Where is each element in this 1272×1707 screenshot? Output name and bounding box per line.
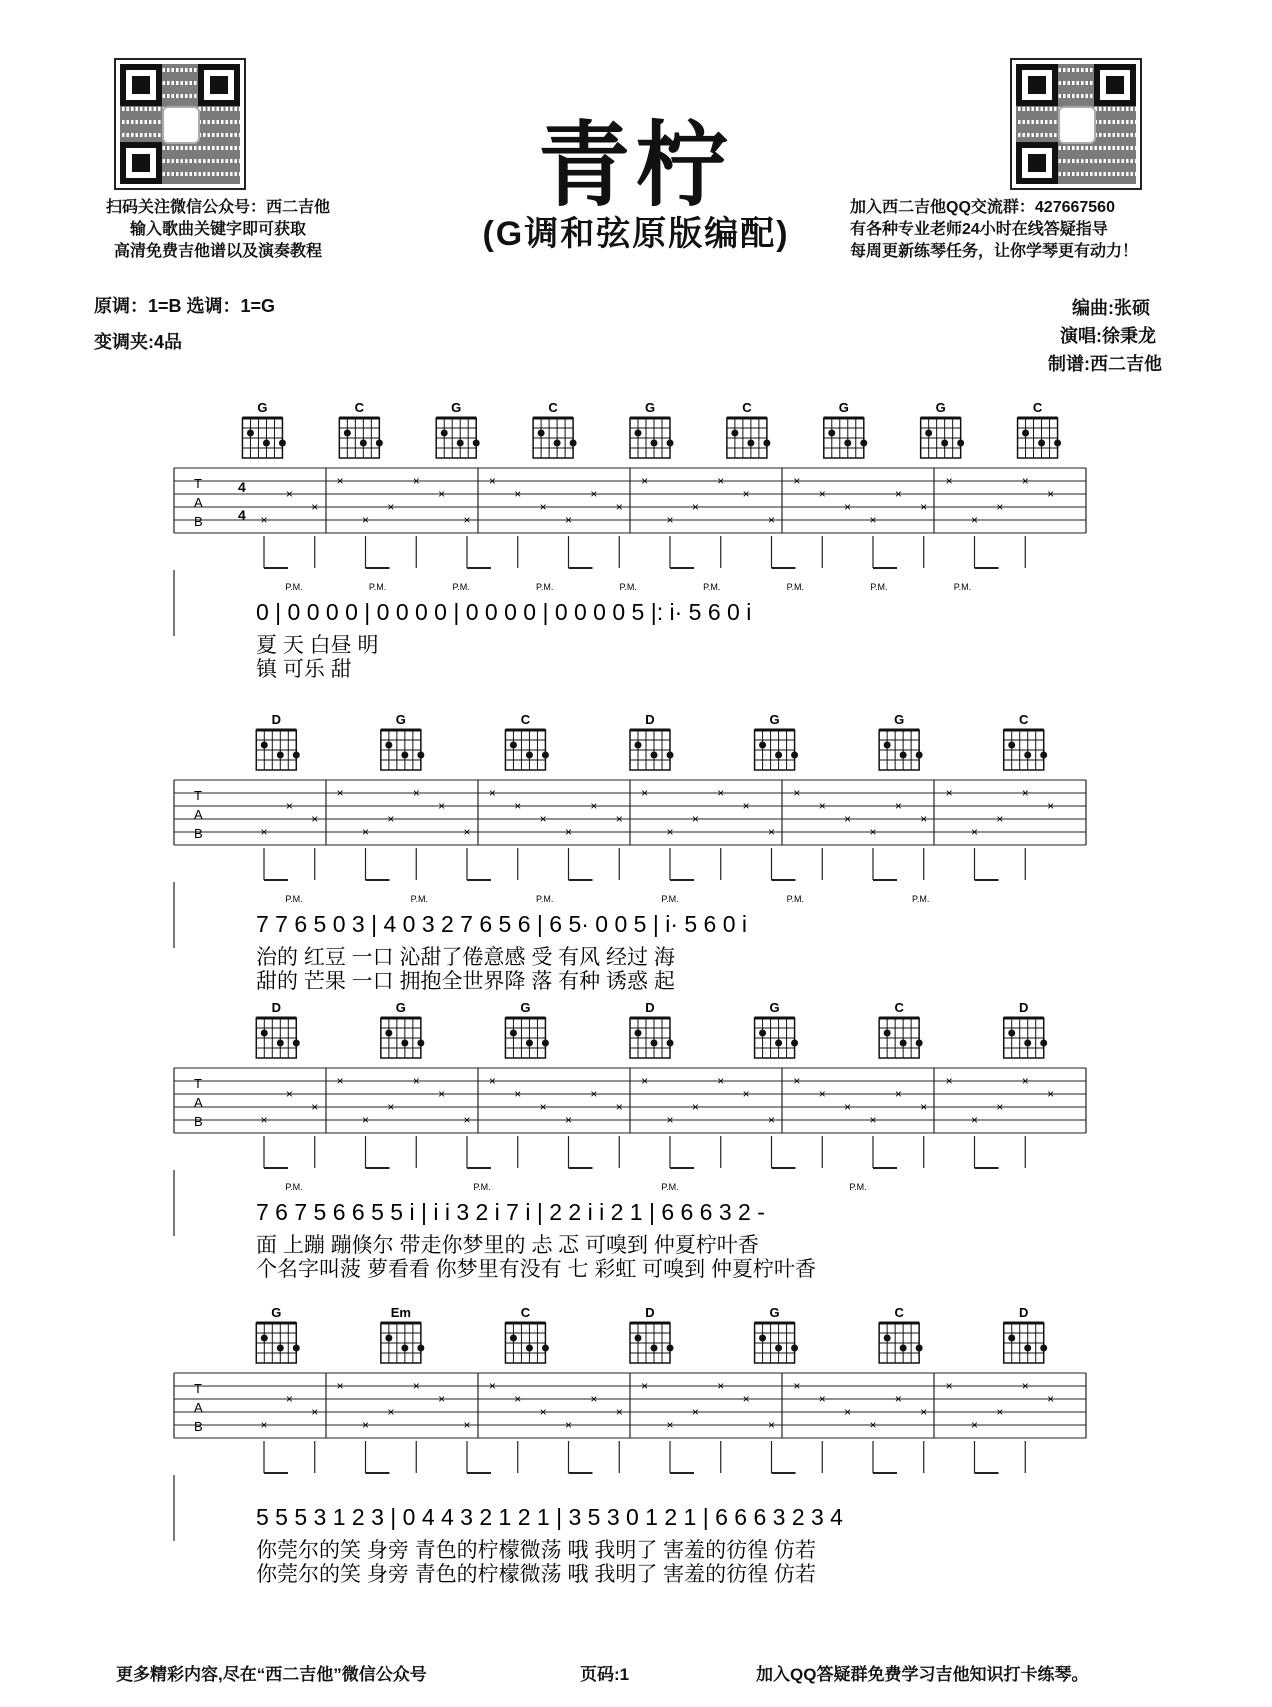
svg-text:×: × (1047, 799, 1055, 813)
chord-name: G (935, 400, 946, 415)
svg-text:×: × (666, 1113, 674, 1127)
svg-text:×: × (641, 474, 649, 488)
pm-mark: P.M. (786, 894, 805, 904)
svg-text:×: × (894, 487, 902, 501)
svg-text:×: × (970, 513, 979, 527)
qq-group-note: 加入西二吉他QQ交流群：427667560 有各种专业老师24小时在线答疑指导 每周更新练琴任务，让你学琴更有动力！ (850, 199, 1139, 260)
wechat-note: 扫码关注微信公众号：西二吉他 输入歌曲关键字即可获取 高清免费吉他谱以及演奏教程 (105, 199, 330, 260)
chord-diagram-D (1004, 1000, 1047, 1058)
svg-text:×: × (539, 1100, 547, 1114)
chord-name: D (645, 1000, 655, 1015)
svg-text:4: 4 (238, 479, 246, 495)
svg-text:×: × (793, 1074, 801, 1088)
chord-diagram-D (256, 712, 300, 770)
chord-diagram-D (630, 1305, 674, 1363)
svg-text:×: × (666, 1418, 674, 1432)
svg-text:×: × (1021, 786, 1029, 800)
pm-mark: P.M. (285, 582, 303, 592)
svg-text:×: × (844, 812, 852, 826)
svg-text:×: × (970, 1113, 979, 1127)
pm-mark: P.M. (911, 894, 930, 904)
svg-text:×: × (463, 513, 471, 527)
chord-diagram-C (1004, 712, 1047, 770)
svg-text:×: × (818, 487, 826, 501)
pm-mark: P.M. (703, 582, 721, 592)
svg-text:×: × (361, 1418, 370, 1432)
svg-text:×: × (336, 474, 344, 488)
chord-name: G (257, 400, 268, 415)
svg-text:×: × (412, 1074, 420, 1088)
svg-text:×: × (387, 1100, 395, 1114)
system-1 (0, 400, 1272, 700)
key-info: 原调：1=B 选调：1=G (94, 296, 276, 316)
svg-text:×: × (488, 1379, 496, 1393)
chord-diagram-C (727, 400, 771, 458)
svg-text:×: × (615, 1405, 623, 1419)
chord-name: G (769, 1305, 780, 1320)
svg-text:B: B (194, 514, 203, 529)
svg-text:×: × (742, 487, 750, 501)
svg-text:×: × (894, 799, 902, 813)
chord-name: D (1019, 1305, 1029, 1320)
svg-text:×: × (463, 1113, 471, 1127)
chord-diagram-G (755, 1305, 799, 1363)
svg-text:×: × (1021, 1074, 1029, 1088)
svg-text:T: T (194, 1076, 202, 1091)
svg-text:×: × (717, 474, 725, 488)
svg-text:×: × (514, 487, 522, 501)
svg-text:×: × (920, 1100, 928, 1114)
svg-text:×: × (920, 812, 928, 826)
svg-text:×: × (717, 1074, 725, 1088)
svg-text:×: × (742, 799, 750, 813)
svg-text:×: × (387, 812, 395, 826)
chord-name: C (548, 400, 558, 415)
svg-text:T: T (194, 1381, 202, 1396)
svg-text:×: × (260, 825, 268, 839)
svg-text:×: × (590, 1392, 598, 1406)
pm-mark: P.M. (452, 582, 470, 592)
svg-text:×: × (869, 1113, 877, 1127)
svg-text:×: × (970, 1418, 979, 1432)
jianpu-notation: 7 7 6 5 0 3 | 4 0 3 2 7 6 5 6 | 6 5· 0 0 5 | i· 5 6 0 i (256, 911, 748, 937)
svg-text:×: × (742, 1392, 750, 1406)
chord-diagram-D (630, 712, 674, 770)
chord-name: C (894, 1000, 904, 1015)
svg-text:×: × (844, 1100, 852, 1114)
svg-text:×: × (514, 1087, 522, 1101)
svg-text:B: B (194, 1114, 203, 1129)
chord-name: C (354, 400, 365, 415)
chord-diagram-G (630, 400, 674, 458)
lyrics-verse-1: 治的 红豆 一口 沁甜了倦意感 受 有风 经过 海 (256, 946, 675, 969)
svg-text:×: × (945, 474, 953, 488)
svg-text:×: × (869, 1418, 877, 1432)
svg-text:B: B (194, 1419, 203, 1434)
svg-text:×: × (996, 1405, 1004, 1419)
svg-text:×: × (412, 1379, 420, 1393)
svg-text:×: × (590, 1087, 598, 1101)
svg-text:×: × (463, 825, 471, 839)
svg-text:4: 4 (238, 507, 246, 523)
lyrics-verse-1: 你莞尔的笑 身旁 青色的柠檬微荡 哦 我明了 害羞的彷徨 仿若 (256, 1539, 817, 1562)
chord-name: G (644, 400, 656, 415)
svg-text:T: T (194, 476, 202, 491)
svg-text:A: A (194, 807, 203, 822)
chord-name: D (645, 712, 655, 727)
svg-text:×: × (590, 487, 598, 501)
chord-name: D (271, 712, 281, 727)
svg-text:×: × (539, 1405, 547, 1419)
chord-name: D (271, 1000, 281, 1015)
svg-text:×: × (564, 513, 573, 527)
song-subtitle: (G调和弦原版编配) (482, 215, 790, 253)
svg-text:×: × (615, 500, 623, 514)
svg-text:×: × (564, 1418, 573, 1432)
chord-diagram-G (242, 400, 286, 458)
svg-text:×: × (488, 474, 496, 488)
chord-diagram-G (921, 400, 965, 458)
chord-diagram-C (505, 712, 549, 770)
svg-text:×: × (666, 513, 674, 527)
arranger: 编曲:张硕 (1072, 298, 1150, 318)
svg-text:×: × (717, 1379, 725, 1393)
svg-text:×: × (920, 500, 928, 514)
svg-text:×: × (514, 799, 522, 813)
svg-text:×: × (945, 786, 953, 800)
svg-text:×: × (945, 1379, 953, 1393)
chord-name: C (520, 1305, 531, 1320)
chord-name: Em (390, 1305, 411, 1320)
chord-name: C (1032, 400, 1043, 415)
chord-diagram-D (256, 1000, 300, 1058)
chord-diagram-G (755, 712, 799, 770)
svg-text:A: A (194, 1400, 203, 1415)
singer: 演唱:徐秉龙 (1060, 326, 1156, 346)
svg-text:×: × (920, 1405, 928, 1419)
svg-text:×: × (590, 799, 598, 813)
chord-name: G (451, 400, 462, 415)
chord-name: C (894, 1305, 904, 1320)
lyrics-verse-1: 夏 天 白昼 明 (256, 634, 379, 657)
tab-staff (174, 1373, 1086, 1473)
svg-text:×: × (615, 812, 623, 826)
svg-text:×: × (894, 1087, 902, 1101)
system-3 (0, 1000, 1272, 1300)
svg-text:×: × (438, 799, 446, 813)
svg-text:×: × (666, 825, 674, 839)
svg-text:×: × (539, 500, 547, 514)
svg-text:×: × (285, 799, 293, 813)
chord-diagram-Em (381, 1305, 425, 1363)
lyrics-verse-2: 甜的 芒果 一口 拥抱全世界降 落 有种 诱惑 起 (256, 970, 675, 993)
svg-text:×: × (793, 786, 801, 800)
pm-mark: P.M. (535, 894, 554, 904)
pm-mark: P.M. (619, 582, 637, 592)
chord-name: G (838, 400, 849, 415)
svg-text:×: × (311, 500, 319, 514)
svg-text:×: × (1047, 1392, 1055, 1406)
chord-name: G (395, 712, 406, 727)
chord-diagram-D (630, 1000, 674, 1058)
chord-diagram-C (1018, 400, 1062, 458)
svg-text:×: × (285, 1087, 293, 1101)
svg-text:×: × (514, 1392, 522, 1406)
song-title: 青柠 (537, 112, 734, 219)
chord-name: C (520, 712, 531, 727)
chord-diagram-G (824, 400, 868, 458)
svg-text:×: × (412, 786, 420, 800)
chord-name: C (1019, 712, 1029, 727)
svg-text:×: × (793, 1379, 801, 1393)
svg-text:B: B (194, 826, 203, 841)
svg-text:×: × (564, 1113, 573, 1127)
pm-mark: P.M. (849, 1182, 867, 1192)
chord-name: G (769, 712, 780, 727)
svg-text:×: × (818, 1392, 826, 1406)
svg-text:×: × (387, 1405, 395, 1419)
svg-text:×: × (869, 513, 877, 527)
chord-name: D (645, 1305, 655, 1320)
svg-text:×: × (818, 1087, 826, 1101)
svg-text:×: × (336, 1074, 344, 1088)
jianpu-notation: 7 6 7 5 6 6 5 5 i | i i 3 2 i 7 i | 2 2 i i 2 1 | 6 6 6 3 2 - (256, 1199, 765, 1225)
svg-text:×: × (691, 1405, 699, 1419)
svg-text:×: × (996, 1100, 1004, 1114)
svg-text:×: × (1021, 474, 1029, 488)
svg-text:×: × (691, 812, 699, 826)
svg-text:×: × (438, 487, 446, 501)
jianpu-notation: 5 5 5 3 1 2 3 | 0 4 4 3 2 1 2 1 | 3 5 3 0 1 2 1 | 6 6 6 3 2 3 4 (256, 1504, 843, 1530)
lyrics-verse-1: 面 上蹦 蹦倏尔 带走你梦里的 忐 忑 可嗅到 仲夏柠叶香 (256, 1234, 759, 1257)
svg-text:×: × (717, 786, 725, 800)
system-2 (0, 712, 1272, 1012)
svg-text:A: A (194, 495, 203, 510)
chord-diagram-G (256, 1305, 300, 1363)
svg-text:×: × (767, 825, 776, 839)
svg-text:×: × (361, 513, 370, 527)
svg-text:×: × (894, 1392, 902, 1406)
chord-name: G (271, 1305, 282, 1320)
svg-text:×: × (336, 1379, 344, 1393)
svg-text:×: × (260, 1113, 268, 1127)
svg-text:×: × (361, 1113, 370, 1127)
lyrics-verse-2: 个名字叫菠 萝看看 你梦里有没有 七 彩虹 可嗅到 仲夏柠叶香 (256, 1258, 817, 1281)
svg-text:×: × (1047, 1087, 1055, 1101)
svg-text:A: A (194, 1095, 203, 1110)
jianpu-notation: 0 | 0 0 0 0 | 0 0 0 0 | 0 0 0 0 | 0 0 0 0 5 |: i· 5 6 0 i (256, 599, 752, 625)
chord-diagram-C (879, 1305, 923, 1363)
svg-text:×: × (311, 812, 319, 826)
svg-text:×: × (767, 1418, 776, 1432)
svg-text:×: × (488, 1074, 496, 1088)
svg-text:×: × (691, 1100, 699, 1114)
svg-text:×: × (844, 1405, 852, 1419)
svg-text:×: × (387, 500, 395, 514)
transcriber: 制谱:西二吉他 (1048, 354, 1162, 374)
tab-staff (174, 1068, 1086, 1168)
page-number: 页码:1 (580, 1665, 630, 1684)
svg-text:×: × (615, 1100, 623, 1114)
pm-mark: P.M. (410, 894, 429, 904)
svg-text:×: × (996, 812, 1004, 826)
footer-right: 加入QQ答疑群免费学习吉他知识打卡练琴。 (756, 1665, 1089, 1684)
svg-text:×: × (945, 1074, 953, 1088)
chord-diagram-G (505, 1000, 549, 1058)
chord-diagram-C (533, 400, 577, 458)
svg-text:×: × (412, 474, 420, 488)
svg-text:×: × (641, 1074, 649, 1088)
chord-diagram-D (1004, 1305, 1047, 1363)
svg-text:×: × (285, 487, 293, 501)
chord-name: G (769, 1000, 780, 1015)
svg-text:×: × (996, 500, 1004, 514)
svg-text:×: × (260, 1418, 268, 1432)
pm-mark: P.M. (661, 1182, 679, 1192)
svg-text:×: × (844, 500, 852, 514)
chord-diagram-C (879, 1000, 923, 1058)
svg-text:×: × (869, 825, 877, 839)
lyrics-verse-2: 镇 可乐 甜 (256, 658, 352, 681)
svg-text:×: × (361, 825, 370, 839)
svg-text:×: × (793, 474, 801, 488)
pm-mark: P.M. (473, 1182, 491, 1192)
svg-text:×: × (463, 1418, 471, 1432)
pm-mark: P.M. (368, 582, 387, 592)
svg-text:×: × (311, 1100, 319, 1114)
svg-text:×: × (641, 786, 649, 800)
pm-mark: P.M. (786, 582, 805, 592)
svg-text:×: × (767, 1113, 776, 1127)
svg-text:×: × (311, 1405, 319, 1419)
pm-mark: P.M. (953, 582, 972, 592)
chord-name: C (742, 400, 752, 415)
svg-text:×: × (1021, 1379, 1029, 1393)
svg-text:×: × (641, 1379, 649, 1393)
tab-staff (174, 780, 1086, 880)
pm-mark: P.M. (535, 582, 554, 592)
chord-diagram-G (381, 1000, 425, 1058)
pm-mark: P.M. (285, 1182, 303, 1192)
chord-name: G (520, 1000, 531, 1015)
tab-staff (174, 468, 1086, 568)
svg-text:×: × (691, 500, 699, 514)
chord-name: G (894, 712, 905, 727)
pm-mark: P.M. (661, 894, 679, 904)
system-4 (0, 1305, 1272, 1605)
svg-text:×: × (818, 799, 826, 813)
svg-text:×: × (564, 825, 573, 839)
svg-text:×: × (488, 786, 496, 800)
svg-text:×: × (285, 1392, 293, 1406)
footer-left: 更多精彩内容,尽在“西二吉他”微信公众号 (116, 1665, 427, 1684)
svg-text:×: × (1047, 487, 1055, 501)
chord-name: D (1019, 1000, 1029, 1015)
chord-diagram-C (339, 400, 383, 458)
svg-text:×: × (970, 825, 979, 839)
svg-text:T: T (194, 788, 202, 803)
capo-info: 变调夹:4品 (94, 332, 183, 352)
svg-text:×: × (767, 513, 776, 527)
lyrics-verse-2: 你莞尔的笑 身旁 青色的柠檬微荡 哦 我明了 害羞的彷徨 仿若 (256, 1563, 817, 1586)
svg-text:×: × (336, 786, 344, 800)
pm-mark: P.M. (285, 894, 303, 904)
svg-text:×: × (742, 1087, 750, 1101)
chord-diagram-G (879, 712, 923, 770)
chord-diagram-G (381, 712, 425, 770)
svg-text:×: × (539, 812, 547, 826)
chord-diagram-C (505, 1305, 549, 1363)
chord-name: G (395, 1000, 406, 1015)
pm-mark: P.M. (870, 582, 888, 592)
chord-diagram-G (755, 1000, 799, 1058)
svg-text:×: × (260, 513, 268, 527)
svg-text:×: × (438, 1087, 446, 1101)
chord-diagram-G (436, 400, 480, 458)
svg-text:×: × (438, 1392, 446, 1406)
